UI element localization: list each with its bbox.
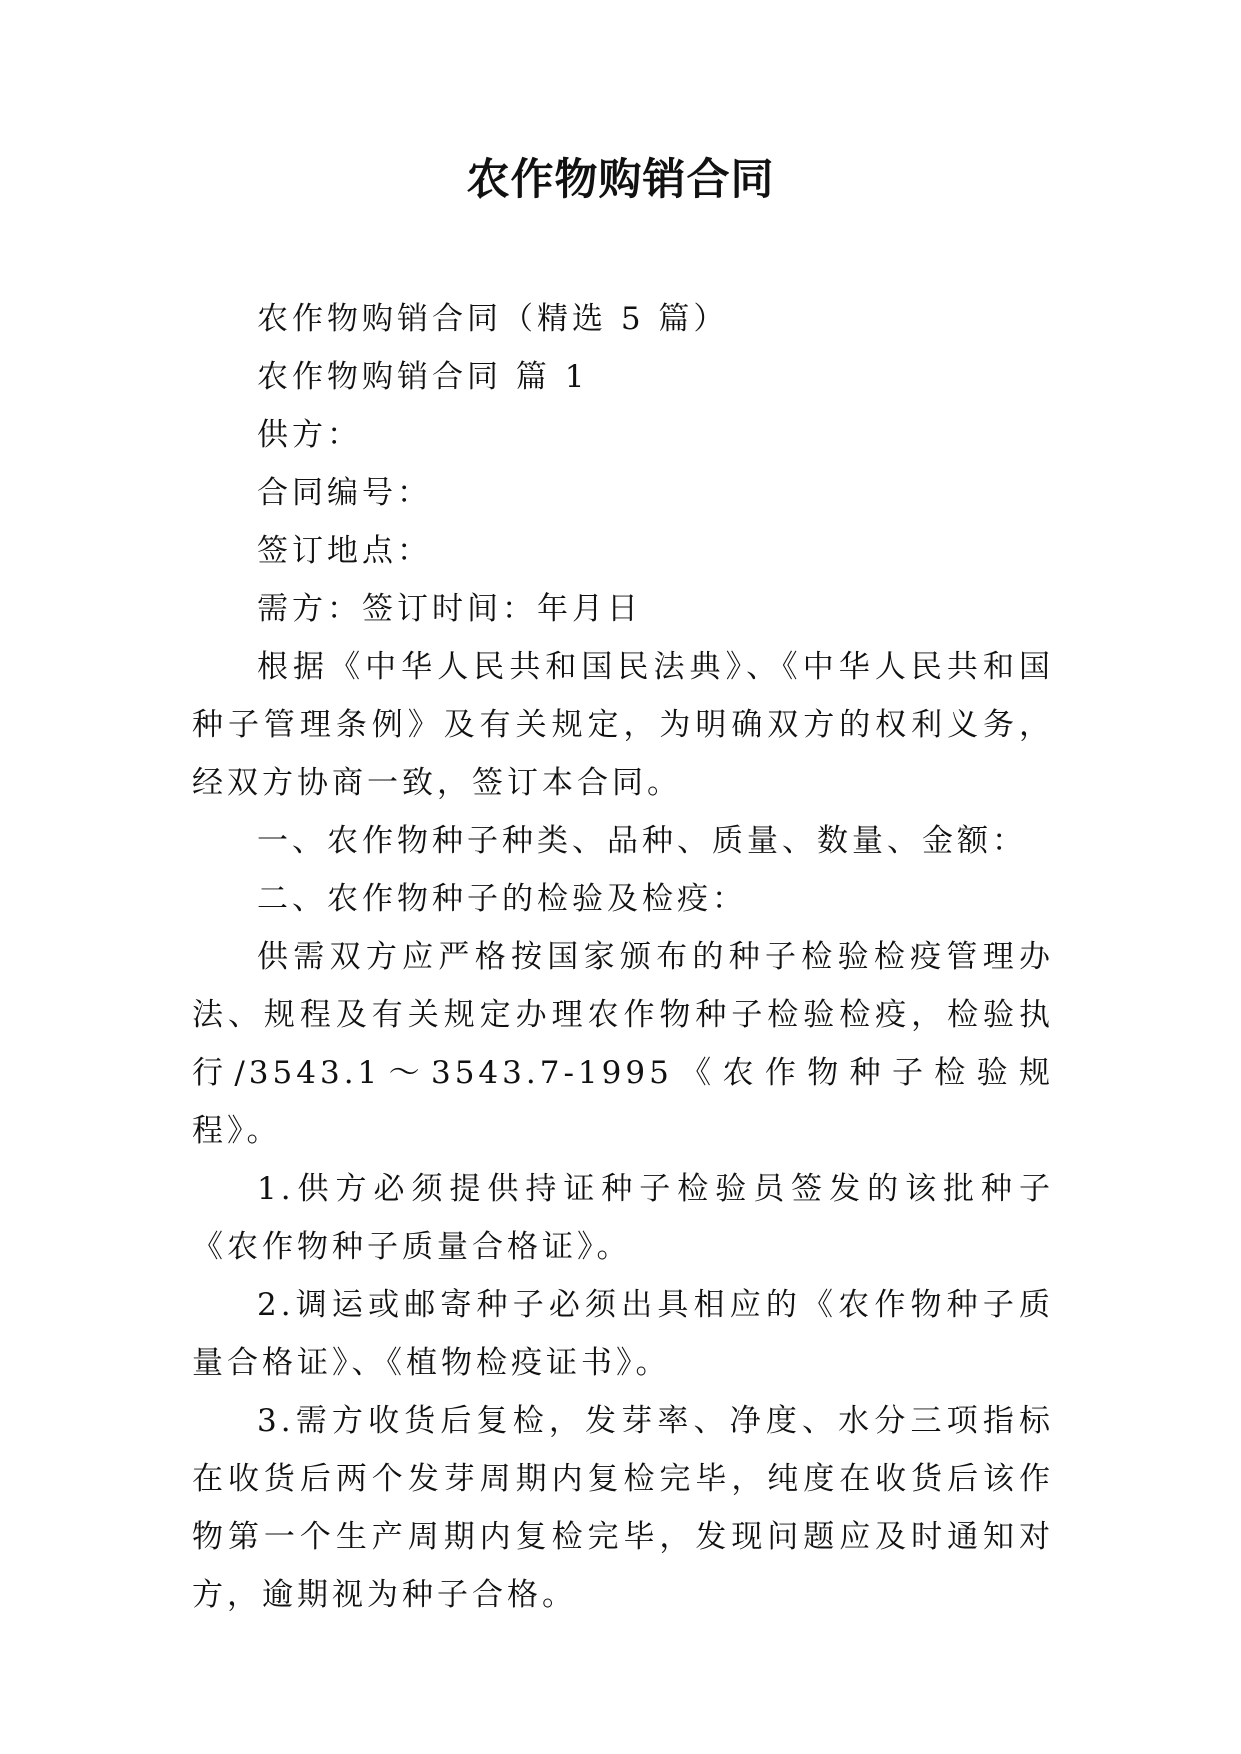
paragraph-signing-place: 签订地点： (257, 533, 432, 569)
paragraph-contract-number: 合同编号： (257, 475, 432, 511)
paragraph-supplier: 供方： (257, 417, 362, 453)
paragraph-subtitle: 农作物购销合同（精选 5 篇） (257, 301, 729, 337)
paragraph-section-heading: 农作物购销合同 篇 1 (257, 359, 589, 395)
paragraph-legal-basis: 根据《中华人民共和国民法典》、《中华人民共和国种子管理条例》及有关规定，为明确双方的权利义务，经双方协商一致，签订本合同。 (192, 649, 1054, 801)
paragraph-inspection-rules: 供需双方应严格按国家颁布的种子检验检疫管理办法、规程及有关规定办理农作物种子检验检疫，检验执行/3543.1～3543.7-1995《农作物种子检验规程》。 (192, 939, 1054, 1149)
paragraph-buyer-signing-time: 需方：签订时间：年月日 (257, 591, 642, 627)
paragraph-item-1: 1.供方必须提供持证种子检验员签发的该批种子《农作物种子质量合格证》。 (192, 1171, 1054, 1265)
document-body (192, 290, 1054, 1624)
paragraph-item-2: 2.调运或邮寄种子必须出具相应的《农作物种子质量合格证》、《植物检疫证书》。 (192, 1287, 1054, 1381)
paragraph-clause-1: 一、农作物种子种类、品种、质量、数量、金额： (257, 823, 1027, 859)
document-title: 农作物购销合同 (466, 155, 775, 205)
paragraph-clause-2: 二、农作物种子的检验及检疫： (257, 881, 747, 917)
paragraph-item-3: 3.需方收货后复检，发芽率、净度、水分三项指标在收货后两个发芽周期内复检完毕，纯度在收货后该作物第一个生产周期内复检完毕，发现问题应及时通知对方，逾期视为种子合格。 (192, 1403, 1054, 1613)
